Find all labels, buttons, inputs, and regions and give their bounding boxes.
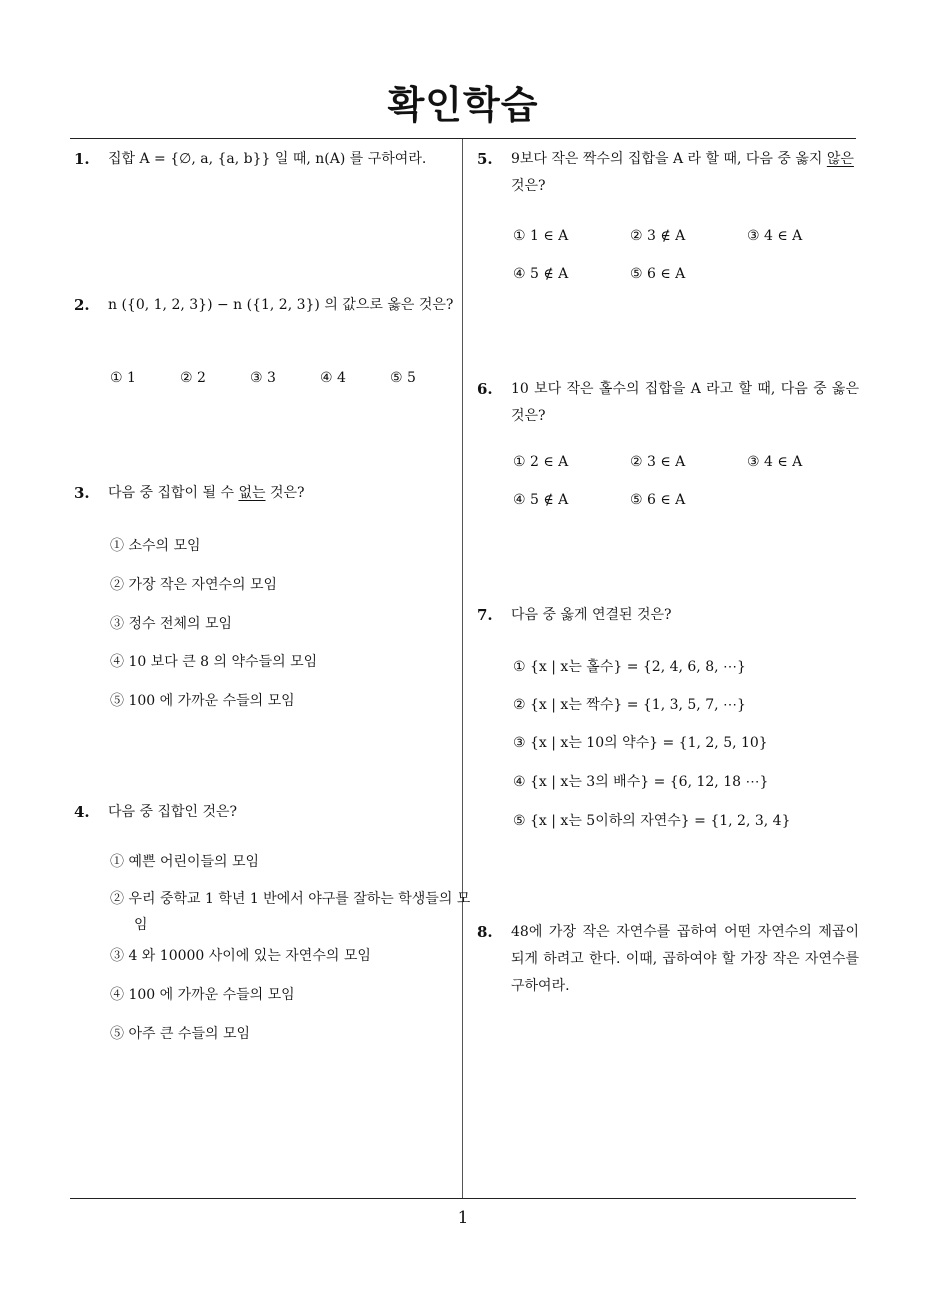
choice-1[interactable]: ① 소수의 모임: [110, 538, 201, 554]
question-number: 4.: [74, 803, 90, 821]
bottom-rule: [70, 1198, 856, 1199]
choice-1[interactable]: ① 1: [110, 370, 136, 386]
choice-2[interactable]: ② 3 ∈ A: [630, 454, 686, 470]
choice-2[interactable]: ② 우리 중학교 1 학년 1 반에서 야구를 잘하는 학생들의 모임: [110, 891, 471, 933]
choice-2[interactable]: ② 3 ∉ A: [630, 228, 686, 244]
question-3: [74, 480, 454, 507]
emphasis-underline: 없는: [238, 485, 266, 501]
question-7: [477, 602, 859, 629]
question-stem: 다음 중 옳게 연결된 것은?: [511, 607, 672, 623]
question-stem: 집합 A = {∅, a, {a, b}} 일 때, n(A) 를 구하여라.: [108, 151, 427, 167]
question-2: [74, 292, 456, 319]
choice-4[interactable]: ④ 10 보다 큰 8 의 약수들의 모임: [110, 654, 318, 670]
choice-4[interactable]: ④ 4: [320, 370, 346, 386]
question-number: 8.: [477, 923, 493, 941]
choice-4[interactable]: ④ {x | x는 3의 배수} = {6, 12, 18 ⋯}: [513, 774, 769, 790]
choice-1[interactable]: ① 예쁜 어린이들의 모임: [110, 854, 260, 870]
choice-5[interactable]: ⑤ 6 ∈ A: [630, 492, 686, 508]
choice-1[interactable]: ① 1 ∈ A: [513, 228, 569, 244]
question-stem: 48에 가장 작은 자연수를 곱하여 어떤 자연수의 제곱이 되게 하려고 한다. 이때, 곱하여야 할 가장 작은 자연수를 구하여라.: [511, 924, 859, 994]
question-1: [74, 146, 454, 173]
choice-5[interactable]: ⑤ 5: [390, 370, 416, 386]
choice-5[interactable]: ⑤ 100 에 가까운 수들의 모임: [110, 693, 295, 709]
question-number: 1.: [74, 150, 90, 168]
choice-2[interactable]: ② 가장 작은 자연수의 모임: [110, 577, 278, 593]
choice-5[interactable]: ⑤ 아주 큰 수들의 모임: [110, 1026, 250, 1042]
question-stem: n ({0, 1, 2, 3}) − n ({1, 2, 3}) 의 값으로 옳은 것은?: [108, 297, 454, 313]
question-5: [477, 146, 859, 200]
question-8: [477, 919, 859, 1000]
question-4: [74, 799, 454, 826]
choice-3[interactable]: ③ 3: [250, 370, 276, 386]
page-title: 확인학습: [387, 83, 539, 127]
choice-3[interactable]: ③ 4 ∈ A: [747, 228, 803, 244]
question-stem: 9보다 작은 짝수의 집합을 A 라 할 때, 다음 중 옳지 않은 것은?: [511, 151, 854, 194]
question-number: 3.: [74, 484, 90, 502]
question-number: 6.: [477, 380, 493, 398]
question-number: 2.: [74, 296, 90, 314]
choice-1[interactable]: ① {x | x는 홀수} = {2, 4, 6, 8, ⋯}: [513, 659, 746, 675]
question-6: [477, 376, 859, 430]
question-stem: 다음 중 집합인 것은?: [108, 804, 238, 820]
choice-2[interactable]: ② 2: [180, 370, 206, 386]
choice-3[interactable]: ③ {x | x는 10의 약수} = {1, 2, 5, 10}: [513, 735, 768, 751]
choice-5[interactable]: ⑤ 6 ∈ A: [630, 266, 686, 282]
page-number: 1: [457, 1208, 469, 1228]
choice-4[interactable]: ④ 5 ∉ A: [513, 266, 569, 282]
choice-4[interactable]: ④ 100 에 가까운 수들의 모임: [110, 987, 295, 1003]
choice-4[interactable]: ④ 5 ∉ A: [513, 492, 569, 508]
choice-3[interactable]: ③ 4 와 10000 사이에 있는 자연수의 모임: [110, 948, 371, 964]
top-rule: [70, 138, 856, 139]
question-number: 7.: [477, 606, 493, 624]
choice-1[interactable]: ① 2 ∈ A: [513, 454, 569, 470]
choice-5[interactable]: ⑤ {x | x는 5이하의 자연수} = {1, 2, 3, 4}: [513, 813, 791, 829]
column-divider: [462, 139, 463, 1198]
emphasis-underline: 않은: [826, 151, 854, 167]
question-number: 5.: [477, 150, 493, 168]
choice-3[interactable]: ③ 4 ∈ A: [747, 454, 803, 470]
choice-2[interactable]: ② {x | x는 짝수} = {1, 3, 5, 7, ⋯}: [513, 697, 746, 713]
question-stem: 다음 중 집합이 될 수 없는 것은?: [108, 485, 305, 501]
choice-3[interactable]: ③ 정수 전체의 모임: [110, 616, 233, 632]
question-stem: 10 보다 작은 홀수의 집합을 A 라고 할 때, 다음 중 옳은 것은?: [511, 381, 859, 424]
